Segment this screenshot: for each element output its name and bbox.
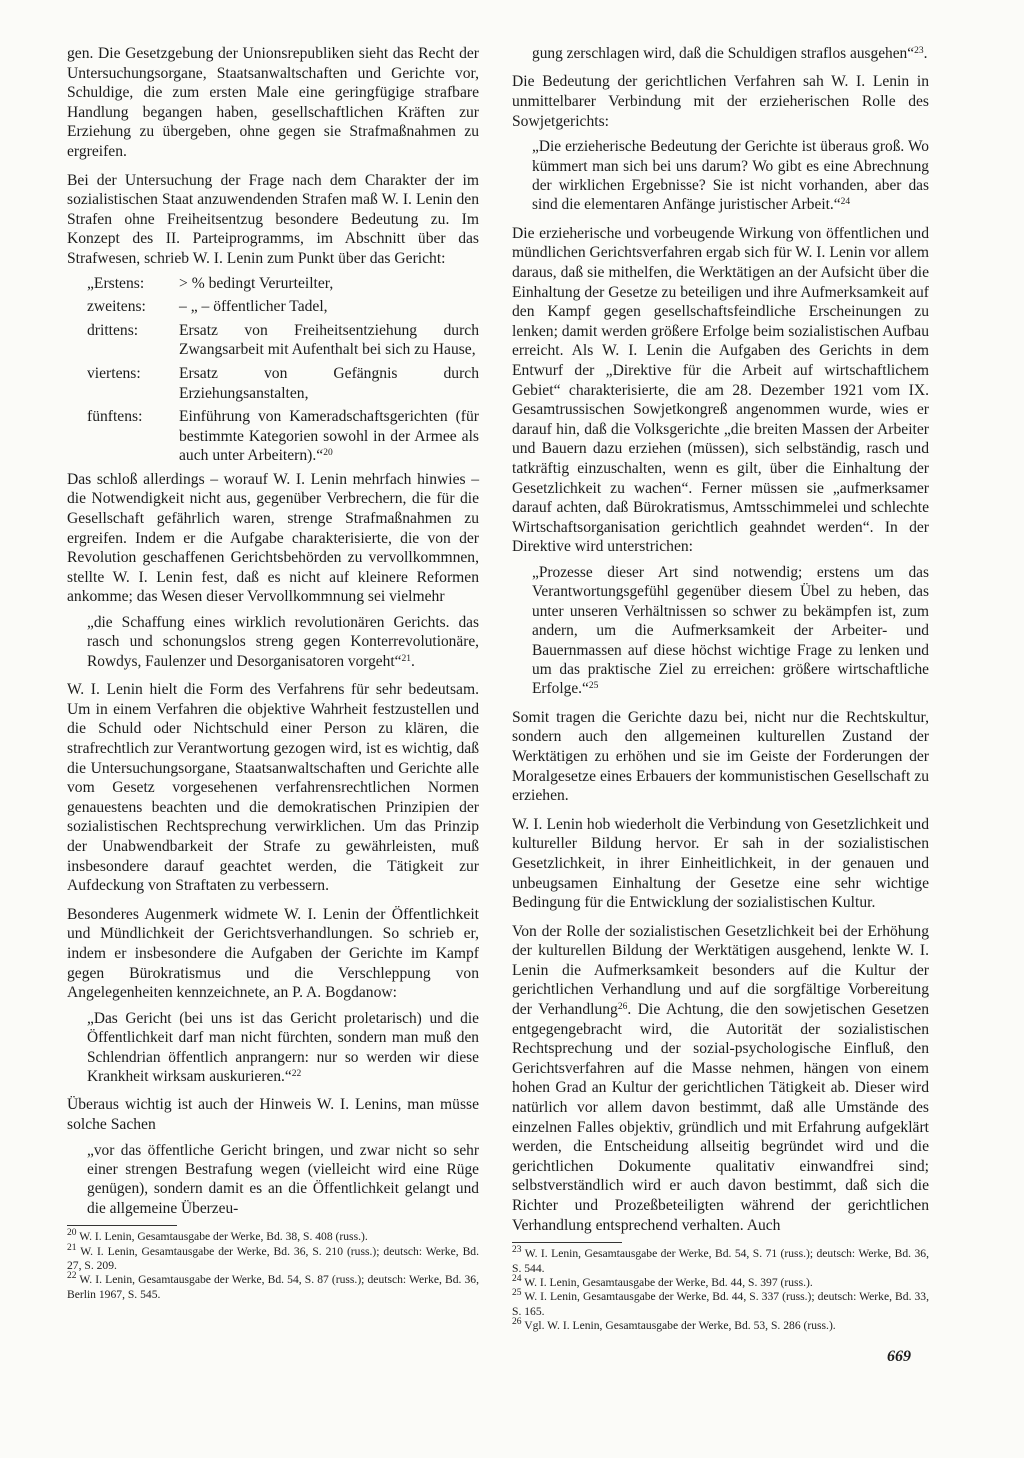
list-item-label: zweitens: (87, 298, 146, 316)
footnote-number: 21 (67, 1242, 77, 1253)
footnote-ref[interactable]: 21 (401, 653, 411, 664)
footnote-ref[interactable]: 23 (914, 46, 924, 56)
footnote (512, 1290, 929, 1319)
paragraph-text: . Die Achtung, die den sowjetischen Gesetzen entgegengebracht wird, die Autorität der sozialistischen Rechtsprechung und der sozial-psychologische Einfluß, den Gerichtsverfahren auf die Masse nehmen, hängen von einem hohen Grad an Kultur der gerichtlichen Tätigkeit ab. Dieser wird natürlich vor allem davon bestimmt, daß alle Umstände des einzelnen Falles objektiv, gründlich und mit Erfahrung aufgeklärt werden, die Entscheidung allseitig begründet wird und die gerichtlichen Dokumente qualitativ einwandfrei sind; selbstverständlich wird er auch davon bestimmt, daß sich die Richter und Prozeßbeteiligten während der gerichtlichen Verhandlung entsprechend verhalten. Auch (512, 1001, 929, 1234)
footnote-ref[interactable]: 20 (323, 448, 333, 459)
list-item (87, 297, 479, 321)
paragraph: W. I. Lenin hob wiederholt die Verbindung von Gesetzlichkeit und kultureller Bildung hervor. Er sah in der sozialistischen Gesetzlichkeit, in ihrer Einheitlichkeit, in der genauen und unbeugsamen Einhaltung der Gesetze eine sehr wichtige Bedingung für die Entwicklung der sozialistischen Kultur. (512, 815, 929, 912)
footnote-divider (67, 1225, 177, 1226)
quote-text: „Die erzieherische Bedeutung der Gerichte ist überaus groß. Wo kümmert man sich bei uns darum? Wo gibt es eine Abrechnung der wirklichen Ergebnisse? Sie ist nicht vorhanden, aber das sind die elementaren Anfänge juristischer Arbeit.“ (532, 138, 929, 214)
quote-text: „Das Gericht (bei uns ist das Gericht proletarisch) und die Öffentlichkeit darf man nicht fürchten, sondern man muß den Schlendrian öffentlich anprangern: nur so werden wir diese Krankheit wirksam auskurieren.“ (87, 1009, 479, 1085)
block-quote (532, 563, 929, 699)
footnote-number: 26 (512, 1317, 522, 1328)
left-column (67, 44, 479, 1302)
paragraph: Bei der Untersuchung der Frage nach dem Charakter der im sozialistischen Staat anzuwendenden Strafen maß W. I. Lenin den Strafen ohne Freiheitsentzug besondere Bedeutung zu. Im Konzept des II. Parteiprogramms, im Abschnitt über das Strafwesen, schrieb W. I. Lenin zum Punkt über das Gericht: (67, 171, 479, 267)
block-quote: gung zerschlagen wird, daß die Schuldigen straflos ausgehen“$^{23}$. (532, 45, 928, 62)
block-quote: „die Schaffung eines wirklich revolutionären Gerichts. das rasch und schonungslos streng gegen Konterrevolutionäre, Rowdys, Faulenzer und Desorganisatoren vorgeht“$^{21}$. (87, 614, 479, 670)
footnote-text: W. I. Lenin, Gesamtausgabe der Werke, Bd. 38, S. 408 (russ.). (79, 1230, 368, 1244)
paragraph (512, 922, 929, 1236)
footnote (512, 1319, 929, 1333)
footnote-text: W. I. Lenin, Gesamtausgabe der Werke, Bd. 44, S. 337 (russ.); deutsch: Werke, Bd. 33, S. 165. (512, 1290, 929, 1318)
list-item-label: viertens: (87, 364, 141, 382)
paragraph: Überaus wichtig ist auch der Hinweis W. I. Lenins, man müsse solche Sachen (67, 1096, 479, 1133)
footnote-number: 22 (67, 1271, 77, 1282)
footnote-number: 23 (512, 1245, 522, 1256)
list-item-text: > % bedingt Verurteilter, (179, 274, 334, 292)
list-item-text: – „ – öffentlicher Tadel, (179, 298, 328, 316)
footnote-number: 20 (67, 1228, 77, 1239)
footnote (67, 1230, 479, 1244)
page-number: 669 (887, 1348, 911, 1365)
footnote (512, 1247, 929, 1276)
footnote-number: 25 (512, 1288, 522, 1299)
quote-text: Einführung von Kameradschaftsgerichten (für bestimmte Kategorien sowohl in der Armee als auch unter Arbeitern).“ (179, 408, 479, 465)
footnote-divider (512, 1242, 622, 1243)
list-item (87, 274, 479, 298)
list-item-label: „Erstens: (87, 274, 145, 292)
footnote-ref[interactable]: 22 (291, 1068, 302, 1079)
quote-text: „Prozesse dieser Art sind notwendig; erstens um das Verantwortungsgefühl gegenüber diesem Übel zu heben, das unter unseren Verhältnissen so schwer zu bekämpfen ist, zum andern, um die Aufmerksamkeit der Arbeiter- und Bauernmassen auf diese höchst wichtige Frage zu lenken und um das praktische Ziel zu erreichen: größere wirtschaftliche Erfolge.“ (532, 563, 929, 698)
list-item-label: drittens: (87, 321, 139, 339)
footnote-ref[interactable]: 25 (588, 681, 599, 692)
footnote-ref[interactable]: 26 (617, 1002, 628, 1013)
list-item (87, 364, 479, 407)
list-item (87, 321, 479, 364)
paragraph-text: Von der Rolle der sozialistischen Gesetzlichkeit bei der Erhöhung der kulturellen Bildung der Werktätigen ausgehend, lenkte W. I. Lenin die Aufmerksamkeit besonders auf die Kultur der gerichtlichen Verhandlung und auf die sorgfältige Vorbereitung der Verhandlung (512, 922, 929, 1019)
footnote-text: W. I. Lenin, Gesamtausgabe der Werke, Bd. 44, S. 397 (russ.). (524, 1276, 813, 1289)
footnote (67, 1273, 479, 1302)
footnote-ref[interactable]: 24 (840, 197, 851, 208)
footnote-text: Vgl. W. I. Lenin, Gesamtausgabe der Werke, Bd. 53, S. 286 (russ.). (524, 1319, 836, 1333)
list-item-text: Ersatz von Gefängnis durch Erziehungsanstalten, (179, 364, 479, 402)
paragraph: gen. Die Gesetzgebung der Unionsrepubliken sieht das Recht der Untersuchungsorgane, Staatsanwaltschaften und Gerichte vor, Schuldige, die zum ersten Male eine geringfügige strafbare Handlung begangen haben, gesellschaftlichen Kräften zur Erziehung zu übergeben, ohne gegen sie Strafmaßnahmen zu ergreifen. (67, 45, 479, 160)
list-item-text: Ersatz von Freiheitsentziehung durch Zwangsarbeit mit Aufenthalt bei sich zu Hause, (179, 321, 479, 359)
right-column (512, 44, 929, 1334)
block-quote (87, 1009, 479, 1087)
quote-text: gung zerschlagen wird, daß die Schuldigen straflos ausgehen“ (532, 45, 915, 62)
quote-text: „die Schaffung eines wirklich revolutionären Gerichts. das rasch und schonungslos streng gegen Konterrevolutionäre, Rowdys, Faulenzer und Desorganisatoren vorgeht“ (87, 614, 479, 670)
footnote (67, 1242, 479, 1274)
paragraph: Die Bedeutung der gerichtlichen Verfahren sah W. I. Lenin in unmittelbarer Verbindung mit der erzieherischen Rolle des Sowjetgerichts: (512, 73, 929, 130)
list-item-text (179, 407, 479, 470)
footnote-text: W. I. Lenin, Gesamtausgabe der Werke, Bd. 54, S. 71 (russ.); deutsch: Werke, Bd. 36, S. 544. (512, 1247, 929, 1275)
list-item-label: fünftens: (87, 408, 143, 426)
footnote-number: 24 (512, 1274, 522, 1284)
block-quote: „vor das öffentliche Gericht bringen, und zwar nicht so sehr einer strengen Bestrafung wegen (vielleicht wird eine Rüge genügen), sondern damit es an die Öffentlichkeit gelangt und die allgemeine Überzeu- (87, 1141, 479, 1217)
paragraph: W. I. Lenin hielt die Form des Verfahrens für sehr bedeutsam. Um in einem Verfahren die objektive Wahrheit festzustellen und die Schuld oder Nichtschuld einer Person zu klären, die strafrechtlich zur Verantwortung gezogen wird, ist es wichtig, daß die Untersuchungsorgane, Staatsanwaltschaften und Gerichte alle vom Gesetz vorgesehenen verfahrensrechtlichen Normen genauestens beachten und die demokratischen Prinzipien der sozialistischen Rechtsprechung verwirklichen. Um das Prinzip der Unabwendbarkeit der Strafe zu gewährleisten, muß insbesondere darauf geachtet werden, die Tätigkeit zur Aufdeckung von Straftaten zu verbessern. (67, 681, 479, 895)
enumerated-quote (87, 274, 479, 470)
footnote-text: W. I. Lenin, Gesamtausgabe der Werke, Bd. 54, S. 87 (russ.); deutsch: Werke, Bd. 36, Berlin 1967, S. 545. (67, 1273, 479, 1301)
list-item (87, 407, 479, 470)
paragraph: Die erzieherische und vorbeugende Wirkung von öffentlichen und mündlichen Gerichtsverfahren ergab sich für W. I. Lenin vor allem daraus, daß sie mithelfen, die Werktätigen an der Aufsicht über die Einhaltung der Gesetze zu beteiligen und ihre Aufmerksamkeit auf den Kampf gegen gesellschaftsfeindliche Erscheinungen zu lenken; damit werden größere Erfolge beim sozialistischen Aufbau erreicht. Als W. I. Lenin die Aufgaben des Gerichts in dem Entwurf der „Direktive für die Arbeit auf wirtschaftlichem Gebiet“ charakterisierte, die am 28. Dezember 1921 vom IX. Gesamtrussischen Sowjetkongreß angenommen wurde, wies er darauf hin, daß die Volksgerichte „die breiten Massen der Arbeiter und Bauern dazu erziehen (müssen), sich selbständig, rasch und tatkräftig einzuschalten, wenn es gilt, über die Einhaltung der Gesetzlichkeit zu wachen“. Ferner müssen sie „aufmerksamer darauf achten, daß Bürokratismus, Amtsschimmelei und schlechte Wirtschaftsorganisation gerichtlich geahndet werden“. In der Direktive wird unterstrichen: (512, 224, 929, 556)
paragraph: Das schloß allerdings – worauf W. I. Lenin mehrfach hinwies – die Notwendigkeit nicht aus, gegenüber Verbrechern, die für die Gesellschaft gefährlich waren, strenge Strafmaßnahmen zu ergreifen. Indem er die Aufgabe charakterisierte, die von der Revolution geschaffenen Gerichtsbehörden zu vervollkommnen, stellte W. I. Lenin fest, daß es nicht auf kleinere Reformen ankomme; das Wesen dieser Vervollkommnung sei vielmehr (67, 470, 479, 606)
footnote-text: W. I. Lenin, Gesamtausgabe der Werke, Bd. 36, S. 210 (russ.); deutsch: Werke, Bd. 27, S. 209. (67, 1244, 479, 1272)
paragraph: Besonderes Augenmerk widmete W. I. Lenin der Öffentlichkeit und Mündlichkeit der Gerichtsverhandlungen. So schrieb er, indem er insbesondere die Aufgaben der Gerichte im Kampf gegen Bürokratismus und die Verschleppung von Angelegenheiten kennzeichnete, an P. A. Bogdanow: (67, 905, 479, 1002)
paragraph: Somit tragen die Gerichte dazu bei, nicht nur die Rechtskultur, sondern auch den allgemeinen kulturellen Zustand der Werktätigen zu erhöhen und sie im Geiste der Forderungen der Moralgesetze eines Erbauers der kommunistischen Gesellschaft zu erziehen. (512, 708, 929, 805)
footnote (512, 1276, 929, 1290)
block-quote (532, 137, 929, 215)
